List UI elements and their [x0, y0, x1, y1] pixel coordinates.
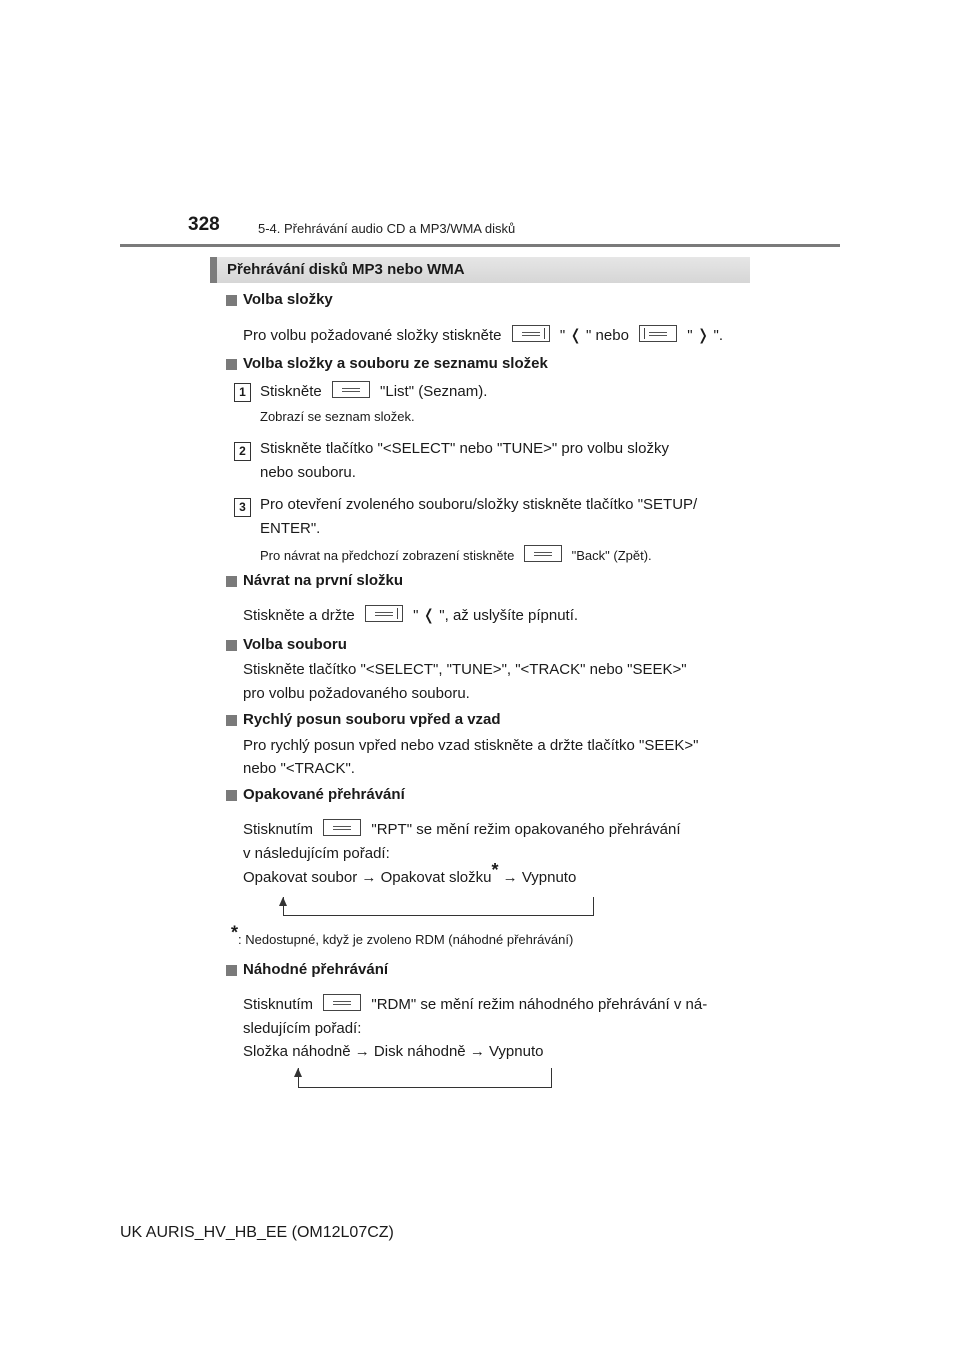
- chapter-title: 5-4. Přehrávání audio CD a MP3/WMA disků: [258, 221, 516, 236]
- bullet-square-icon: [226, 790, 237, 801]
- step-1-text-a: Stiskněte: [260, 383, 322, 400]
- subheading-list-select: Volba složky a souboru ze seznamu složek: [243, 355, 548, 372]
- seek-down-button-icon: [512, 325, 550, 342]
- bullet-square-icon: [226, 359, 237, 370]
- repeat-text-a: Stisknutím: [243, 821, 314, 838]
- step-3-line-1: Pro otevření zvoleného souboru/složky stiskněte tlačítko "SETUP/: [260, 496, 698, 513]
- step-number-2: 2: [234, 442, 251, 461]
- random-cycle-line: [298, 1068, 552, 1088]
- repeat-text-b: "RPT" se mění režim opakovaného přehrávání: [371, 821, 681, 838]
- step-2-line-2: nebo souboru.: [260, 464, 356, 481]
- rdm-button-icon: [323, 994, 361, 1011]
- bullet-square-icon: [226, 576, 237, 587]
- folder-select-text-a: Pro volbu požadované složky stiskněte: [243, 327, 502, 344]
- random-sequence: Složka náhodně → Disk náhodně → Vypnuto: [243, 1043, 544, 1060]
- bullet-square-icon: [226, 295, 237, 306]
- fast-line-2: nebo "<TRACK".: [243, 760, 355, 777]
- file-select-line-2: pro volbu požadovaného souboru.: [243, 685, 470, 702]
- random-text-a: Stisknutím: [243, 996, 314, 1013]
- random-text-b: "RDM" se mění režim náhodného přehrávání v ná-: [371, 996, 708, 1013]
- folder-select-text-b: " ❬ " nebo: [559, 327, 629, 344]
- footer-model-code: UK AURIS_HV_HB_EE (OM12L07CZ): [120, 1224, 394, 1241]
- first-folder-text-b: " ❬ ", až uslyšíte pípnutí.: [413, 607, 579, 624]
- subheading-first-folder: Návrat na první složku: [243, 572, 404, 589]
- file-select-line-1: Stiskněte tlačítko "<SELECT", "TUNE>", "<TRACK" nebo "SEEK>": [243, 661, 687, 678]
- list-button-icon: [332, 381, 370, 398]
- fast-line-1: Pro rychlý posun vpřed nebo vzad stiskněte a držte tlačítko "SEEK>": [243, 737, 699, 754]
- step-3-line-2: ENTER".: [260, 520, 321, 537]
- folder-select-text-c: " ❭ ".: [687, 327, 723, 344]
- bullet-square-icon: [226, 640, 237, 651]
- repeat-line-2: v následujícím pořadí:: [243, 845, 390, 862]
- repeat-footnote-text: : Nedostupné, když je zvoleno RDM (náhodné přehrávání): [238, 932, 574, 947]
- step-3-note-a: Pro návrat na předchozí zobrazení stiskněte: [260, 548, 515, 563]
- subheading-folder-select: Volba složky: [243, 291, 333, 308]
- repeat-cycle-arrow-icon: [279, 897, 287, 906]
- repeat-sequence: [243, 860, 577, 890]
- rpt-button-icon: [323, 819, 361, 836]
- section-heading: Přehrávání disků MP3 nebo WMA: [210, 257, 750, 283]
- folder-select-text: [243, 324, 723, 348]
- repeat-sequence-b: → Vypnuto: [498, 869, 577, 886]
- footnote-asterisk: *: [231, 922, 239, 943]
- step-1-text-b: "List" (Seznam).: [380, 383, 488, 400]
- step-number-3: 3: [234, 498, 251, 517]
- step-3-note: [260, 545, 652, 563]
- asterisk-mark: *: [491, 860, 499, 880]
- repeat-cycle-line: [283, 897, 594, 916]
- bullet-square-icon: [226, 965, 237, 976]
- step-2-line-1: Stiskněte tlačítko "<SELECT" nebo "TUNE>" pro volbu složky: [260, 440, 669, 457]
- header-rule: [120, 244, 840, 247]
- back-button-icon: [524, 545, 562, 562]
- first-folder-text: [243, 604, 578, 628]
- bullet-square-icon: [226, 715, 237, 726]
- seek-up-button-icon: [639, 325, 677, 342]
- random-cycle-arrow-icon: [294, 1068, 302, 1077]
- random-line-2: sledujícím pořadí:: [243, 1020, 362, 1037]
- first-folder-text-a: Stiskněte a držte: [243, 607, 355, 624]
- subheading-random: Náhodné přehrávání: [243, 961, 389, 978]
- repeat-footnote: [231, 922, 574, 947]
- step-3-note-b: "Back" (Zpět).: [571, 548, 652, 563]
- seek-down-button-icon: [365, 605, 403, 622]
- subheading-fast-forward: Rychlý posun souboru vpřed a vzad: [243, 711, 501, 728]
- repeat-text: [243, 818, 681, 842]
- repeat-sequence-a: Opakovat soubor → Opakovat složku: [243, 869, 492, 886]
- step-1-note: Zobrazí se seznam složek.: [260, 409, 415, 424]
- subheading-file-select: Volba souboru: [243, 636, 347, 653]
- step-number-1: 1: [234, 383, 251, 402]
- subheading-repeat: Opakované přehrávání: [243, 786, 405, 803]
- page-number: 328: [188, 214, 220, 235]
- random-text: [243, 993, 707, 1017]
- step-1-text: [260, 380, 487, 404]
